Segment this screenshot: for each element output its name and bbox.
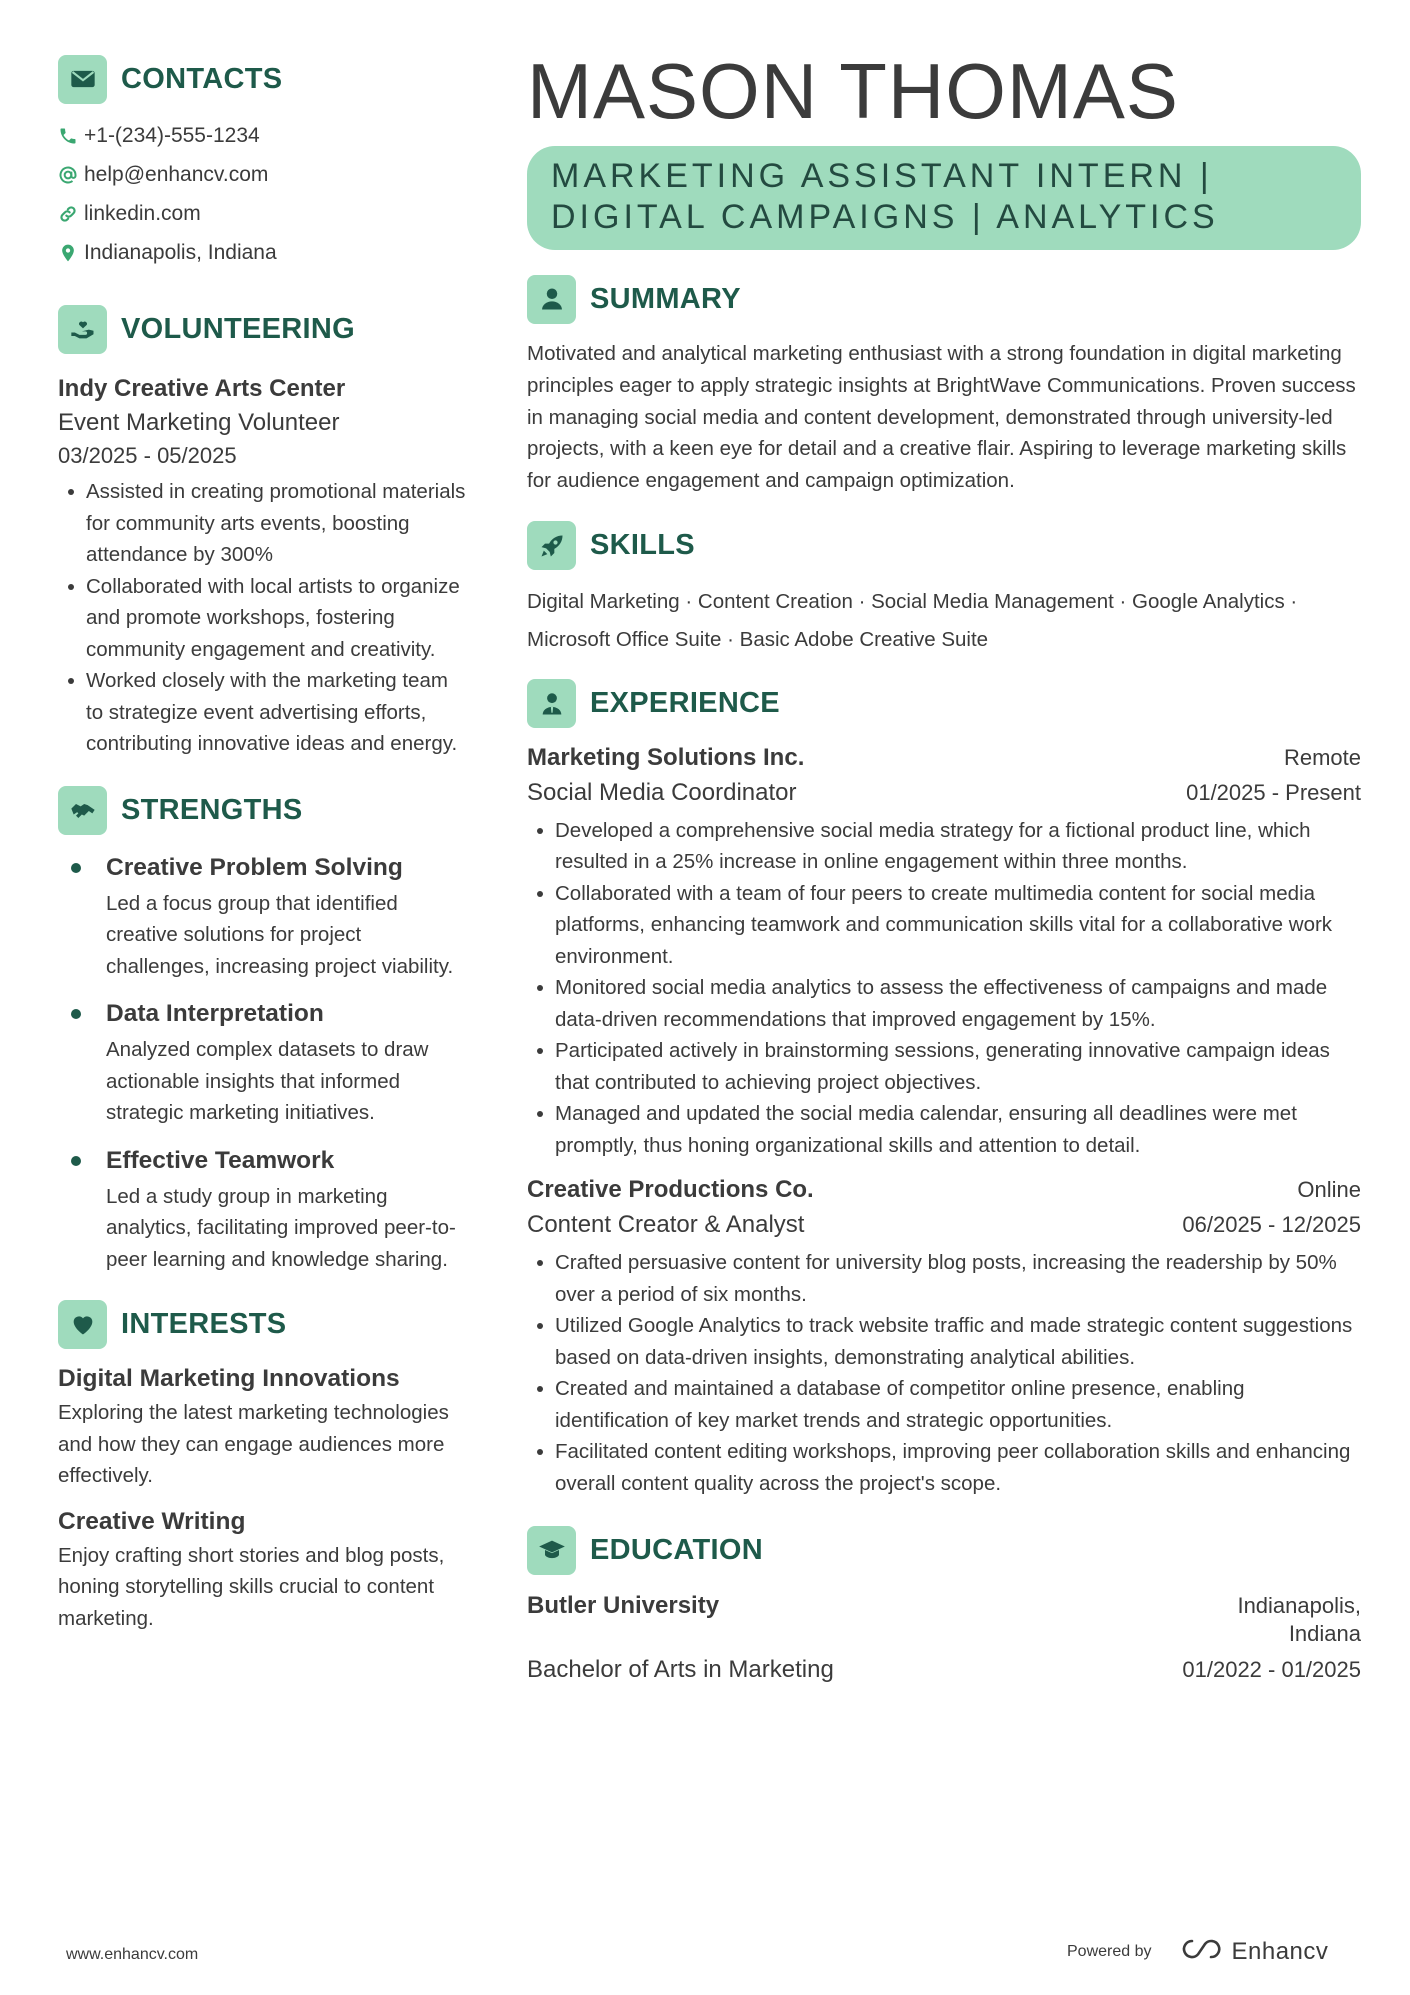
section-title: EDUCATION [590,1533,763,1566]
contact-location [58,233,470,272]
list-item: Facilitated content editing workshops, improving peer collaboration skills and enhancing overall content quality across the project's scope. [527,1436,1361,1499]
interest-item [58,1504,470,1635]
contact-email [58,155,470,194]
handshake-icon [58,786,107,835]
location-text: Indianapolis, Indiana [84,240,277,264]
strength-title: Creative Problem Solving [58,850,470,886]
strength-desc: Led a focus group that identified creative solutions for project challenges, increasing project viability. [106,891,454,978]
job-bullets [527,1247,1361,1499]
list-item: Developed a comprehensive social media strategy for a fictional product line, which resulted in a 25% increase in online engagement within three months. [527,815,1361,878]
skills-header [527,521,1361,571]
strength-item [58,996,470,1129]
interest-item [58,1361,470,1492]
right-column [527,46,1361,1688]
briefcase-user-icon [527,679,576,728]
strength-item [58,1143,470,1276]
education-header [527,1525,1361,1575]
section-title: VOLUNTEERING [121,312,355,345]
edu-row [527,1652,1361,1688]
section-title: SUMMARY [590,282,741,315]
job-company: Marketing Solutions Inc. [527,743,805,771]
contacts-header [58,54,470,104]
job-entry [527,741,1361,1162]
enhancv-logo-icon [1178,1936,1224,1967]
list-item: Crafted persuasive content for university blog posts, increasing the readership by 50% over a period of six months. [527,1247,1361,1310]
strength-desc: Analyzed complex datasets to draw actionable insights that informed strategic marketing initiatives. [106,1038,429,1124]
volunteer-bullets [58,476,470,760]
job-role: Social Media Coordinator [527,778,797,806]
candidate-name: MASON THOMAS [527,47,1179,135]
edu-row [527,1589,1361,1648]
education-entry [527,1589,1361,1688]
volunteering-entry [58,372,470,760]
brand-name[interactable]: Enhancv [1231,1937,1329,1965]
summary-text: Motivated and analytical marketing enthusiast with a strong foundation in digital marketing principles eager to apply strategic insights at BrightWave Communications. Proven success in managing social media and content development, demonstrated through university-led projects, with a keen eye for detail and a creative flair. Aspiring to leverage marketing skills for audience engagement and campaign optimization. [527,342,1356,493]
job-row [527,775,1361,811]
interest-desc: Enjoy crafting short stories and blog posts, honing storytelling skills crucial to content marketing. [58,1543,445,1630]
title-line: MARKETING ASSISTANT INTERN | [551,157,1213,195]
volunteering-header [58,304,470,354]
volunteering-section [58,304,470,760]
contacts-section [58,54,470,272]
hand-heart-icon [58,305,107,354]
strength-title: Effective Teamwork [58,1143,470,1179]
summary-section [527,274,1361,497]
phone-icon [58,125,84,147]
heart-icon [58,1300,107,1349]
section-title: CONTACTS [121,62,283,95]
title-line: DIGITAL CAMPAIGNS | ANALYTICS [551,198,1219,236]
job-location: Online [1297,1177,1361,1203]
section-title: SKILLS [590,529,695,562]
list-item: Monitored social media analytics to assess the effectiveness of campaigns and made data-driven recommendations that improved engagement by 15%. [527,972,1361,1035]
envelope-icon [58,55,107,104]
strength-item [58,850,470,983]
skills-section [527,521,1361,659]
interests-header [58,1299,470,1349]
footer-website[interactable]: www.enhancv.com [66,1946,199,1963]
job-bullets [527,815,1361,1162]
experience-section [527,679,1361,1500]
job-dates: 06/2025 - 12/2025 [1182,1212,1361,1238]
section-title: STRENGTHS [121,794,303,826]
map-pin-icon [58,242,84,264]
user-icon [527,275,576,324]
strength-title: Data Interpretation [58,996,470,1032]
rocket-icon [527,521,576,570]
strength-desc: Led a study group in marketing analytics, facilitating improved peer-to-peer learning and knowledge sharing. [106,1184,456,1271]
education-section [527,1525,1361,1688]
interest-title: Digital Marketing Innovations [58,1365,400,1392]
volunteer-role: Event Marketing Volunteer [58,409,340,436]
contact-linkedin [58,194,470,233]
edu-school: Butler University [527,1592,720,1620]
list-item: Participated actively in brainstorming sessions, generating innovative campaign ideas that contributed to achieving project objectives. [527,1035,1361,1098]
list-item: Utilized Google Analytics to track website traffic and made strategic content suggestions based on data-driven insights, demonstrating analytical abilities. [527,1310,1361,1373]
list-item: Collaborated with local artists to organize and promote workshops, fostering community engagement and creativity. [58,571,470,666]
graduation-cap-icon [527,1526,576,1575]
left-column [58,54,470,1634]
strengths-section [58,786,470,1276]
contact-list [58,116,470,272]
list-item: Assisted in creating promotional materials for community arts events, boosting attendance by 300% [58,476,470,571]
at-sign-icon [58,164,84,186]
linkedin-text[interactable]: linkedin.com [84,201,201,225]
job-dates: 01/2025 - Present [1186,779,1361,805]
skills-list [527,583,1361,659]
summary-header [527,274,1361,324]
interests-section [58,1299,470,1634]
job-row [527,741,1361,775]
edu-location: Indianapolis, Indiana [1237,1593,1361,1647]
powered-by-label: Powered by [1067,1942,1152,1960]
job-location: Remote [1283,744,1361,770]
skills-line: Microsoft Office Suite · Basic Adobe Creative Suite [527,627,989,651]
interest-title: Creative Writing [58,1507,246,1535]
title-banner [527,146,1361,250]
contact-phone [58,116,470,155]
skills-line: Digital Marketing · Content Creation · Social Media Management · Google Analytics · [527,589,1298,613]
link-icon [58,203,84,225]
list-item: Worked closely with the marketing team to strategize event advertising efforts, contributing innovative ideas and energy. [58,665,470,760]
section-title: INTERESTS [121,1307,287,1340]
footer-branding [1067,1936,1328,1967]
strengths-header [58,786,470,836]
list-item: Managed and updated the social media calendar, ensuring all deadlines were met promptly, thus honing organizational skills and attention to detail. [527,1098,1361,1161]
edu-dates: 01/2022 - 01/2025 [1182,1657,1361,1683]
job-entry [527,1173,1361,1499]
job-role: Content Creator & Analyst [527,1211,805,1239]
edu-degree: Bachelor of Arts in Marketing [527,1656,834,1684]
list-item: Created and maintained a database of competitor online presence, enabling identification of key market trends and strategic opportunities. [527,1373,1361,1436]
job-row [527,1207,1361,1243]
phone-text[interactable]: +1-(234)-555-1234 [84,123,260,147]
job-company: Creative Productions Co. [527,1176,814,1204]
volunteer-dates: 03/2025 - 05/2025 [58,443,237,468]
interest-desc: Exploring the latest marketing technologies and how they can engage audiences more effectively. [58,1401,449,1487]
job-row [527,1173,1361,1207]
email-text[interactable]: help@enhancv.com [84,162,269,186]
volunteer-org: Indy Creative Arts Center [58,375,346,402]
list-item: Collaborated with a team of four peers to create multimedia content for social media platforms, enhancing teamwork and communication skills vital for a collaborative work environment. [527,878,1361,973]
section-title: EXPERIENCE [590,687,780,720]
experience-header [527,679,1361,729]
